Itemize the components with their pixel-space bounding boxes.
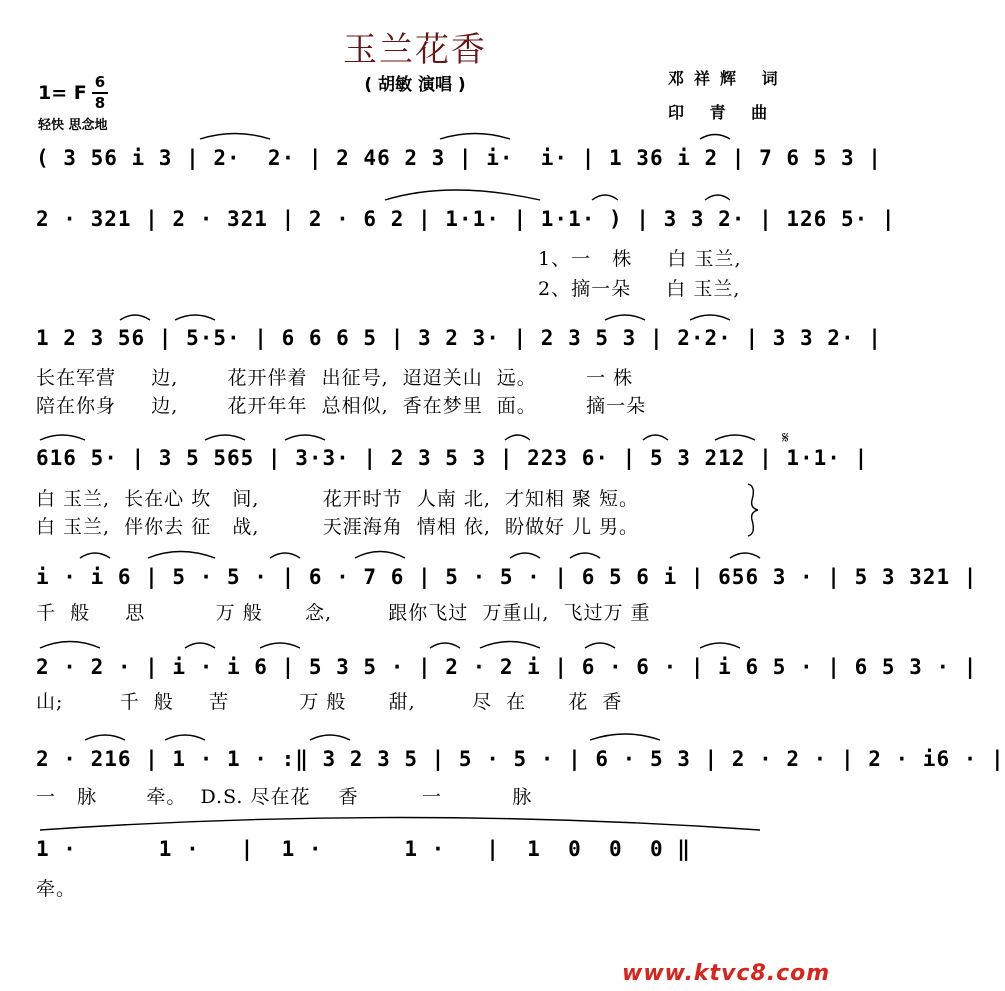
slur [285,435,325,440]
key-signature: 1= F [38,82,87,104]
time-signature [92,74,108,112]
slur [165,735,205,740]
slur [430,643,460,648]
slur [510,553,540,558]
slur [40,818,760,831]
slur [260,643,300,648]
slur [270,553,300,558]
slur [205,435,245,440]
lyric-line-2: 2、摘一朵 白 玉兰, [538,278,741,300]
slur [40,642,100,649]
slur [385,190,540,200]
slur [585,643,615,648]
lyric-line-8: 山; 千 般 苦 万 般 甜, 尽 在 花 香 [36,691,623,713]
lyric-line-3: 长在军营 边, 花开伴着 出征号, 迢迢关山 远。 一 株 [36,367,634,389]
slur [643,435,668,440]
slur [85,735,125,740]
song-title: 玉兰花香 [343,30,487,70]
time-signature-bottom: 8 [94,94,106,112]
segno-sign: 𝄋 [782,428,789,447]
slur [480,642,540,649]
slur [200,134,270,140]
score-line-5: i · i 6 | 5 · 5 · | 6 · 7 6 | 5 · 5 · | 6 5 6 i | 656 3 · | 5 3 321 | [36,565,978,589]
slur [700,135,730,140]
slur [690,315,730,320]
singer-credit: ( 胡敏 演唱 ) [364,75,466,95]
lyric-line-1: 1、一 株 白 玉兰, [538,248,742,270]
slur [355,552,405,559]
slur [120,315,150,320]
slur [440,134,510,140]
score-line-6: 2 · 2 · | i · i 6 | 5 3 5 · | 2 · 2 i | 6 · 6 · | i 6 5 · | 6 5 3 · | [36,655,978,679]
lyricist-credit: 邓祥辉 词 [668,69,788,88]
composer-credit: 印 青 曲 [668,103,778,122]
slur [310,735,350,740]
tempo-marking: 轻快 思念地 [38,118,108,133]
slur [80,553,110,558]
site-watermark: www.ktvc8.com [622,961,831,986]
score-line-7: 2 · 216 | 1 · 1 · :‖ 3 2 3 5 | 5 · 5 · | 6 · 5 3 | 2 · 2 · | 2 · i6 · | [36,747,1005,771]
lyric-line-7: 千 般 思 万 般 念, 跟你飞过 万重山, 飞过万 重 [36,602,651,624]
slur [185,643,215,648]
slur [175,315,215,320]
brace [748,484,758,536]
slur [570,553,600,558]
score-line-2: 2 · 321 | 2 · 321 | 2 · 6 2 | 1·1· | 1·1· ) | 3 3 2· | 126 5· | [36,207,896,231]
score-line-8: 1 · 1 · | 1 · 1 · | 1 0 0 0 ‖ [36,837,691,861]
slur [730,553,760,558]
slur [705,195,730,200]
slur [605,315,645,320]
slur [700,643,740,648]
score-line-3: 1 2 3 56 | 5·5· | 6 6 6 5 | 3 2 3· | 2 3 5 3 | 2·2· | 3 3 2· | [36,326,882,350]
time-signature-top: 6 [94,73,106,91]
slur [40,435,85,440]
slur [715,435,755,440]
slur [148,552,215,559]
lyric-line-6: 白 玉兰, 伴你去 征 战, 天涯海角 情相 依, 盼做好 儿 男。 [36,516,640,538]
slur [505,435,530,440]
score-line-4: 616 5· | 3 5 565 | 3·3· | 2 3 5 3 | 223 6· | 5 3 212 | 1·1· | [36,446,869,470]
slur [590,734,660,740]
lyric-line-10: 牵。 [36,878,77,900]
lyric-line-4: 陪在你身 边, 花开年年 总相似, 香在梦里 面。 摘一朵 [36,395,647,417]
lyric-line-5: 白 玉兰, 长在心 坎 间, 花开时节 人南 北, 才知相 聚 短。 [36,488,640,510]
lyric-line-9: 一 脉 牵。 D.S. 尽在花 香 一 脉 [36,786,533,808]
slur [592,195,618,200]
score-line-1: ( 3 56 i 3 | 2· 2· | 2 46 2 3 | i· i· | 1 36 i 2 | 7 6 5 3 | [36,146,882,170]
